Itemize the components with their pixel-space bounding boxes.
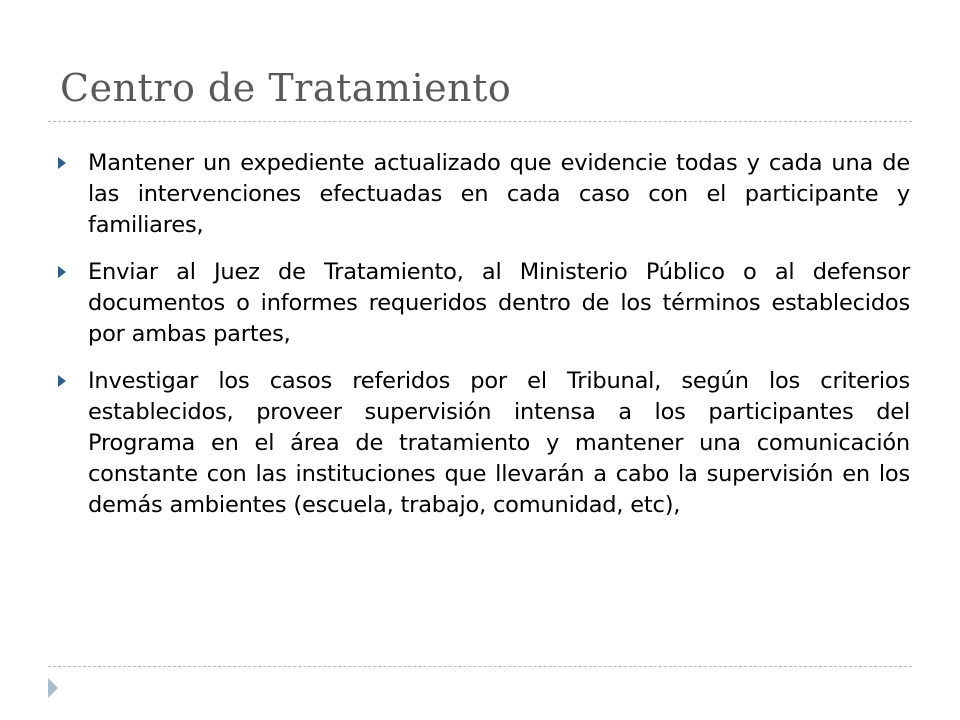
list-item <box>58 148 910 241</box>
bullet-text: Investigar los casos referidos por el Tribunal, según los criterios establecidos, proveer supervisión intensa a los participantes del Programa en el área de tratamiento y mantener una comunicación constante con las instituciones que llevarán a cabo la supervisión en los demás ambientes (escuela, trabajo, comunidad, etc), <box>88 368 910 518</box>
bullet-text: Mantener un expediente actualizado que evidencie todas y cada una de las intervenciones efectuadas en cada caso con el participante y familiares, <box>88 150 910 238</box>
bullet-text: Enviar al Juez de Tratamiento, al Ministerio Público o al defensor documentos o informes requeridos dentro de los términos establecidos por ambas partes, <box>88 259 910 347</box>
title-divider <box>48 121 912 122</box>
triangle-right-icon <box>58 157 66 169</box>
slide-title: Centro de Tratamiento <box>60 66 512 110</box>
triangle-right-icon <box>58 266 66 278</box>
footer-divider <box>48 666 912 667</box>
corner-triangle-icon <box>48 678 58 698</box>
list-item <box>58 257 910 350</box>
list-item <box>58 366 910 521</box>
bullet-list <box>58 148 910 537</box>
triangle-right-icon <box>58 375 66 387</box>
